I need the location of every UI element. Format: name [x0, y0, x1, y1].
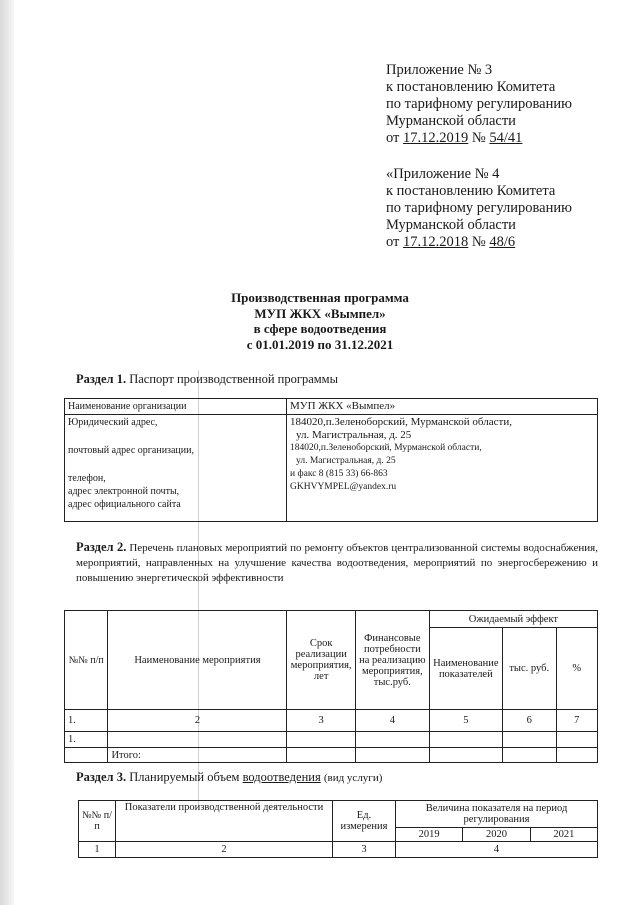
appendix-date-line: от 17.12.2018 № 48/6: [386, 234, 516, 250]
appendix-line: по тарифному регулированию: [386, 96, 572, 112]
table-row: Итого:: [65, 748, 598, 763]
appendix-line: по тарифному регулированию: [386, 200, 572, 216]
appendix-number: 48/6: [489, 234, 516, 250]
measures-table: [64, 610, 598, 763]
appendix-number: 54/41: [489, 130, 523, 146]
section-1-heading: Раздел 1. Паспорт производственной программы: [76, 372, 338, 386]
email-value: GKHVYMPEL@yandex.ru: [290, 482, 397, 492]
table-row: Наименование показателей тыс. руб. %: [65, 628, 598, 710]
table-row: 1. 2 3 4 5 6 7: [65, 710, 598, 732]
appendix-date-line: от 17.12.2019 № 54/41: [386, 130, 523, 146]
document-title: Производственная программа МУП ЖКХ «Вымпел» в сфере водоотведения с 01.01.2019 по 31.12.2021: [231, 290, 409, 352]
appendix-line: к постановлению Комитета: [386, 79, 556, 95]
appendix-date: 17.12.2018: [403, 234, 469, 250]
section-3-heading: Раздел 3. Планируемый объем водоотведения (вид услуги): [76, 770, 383, 784]
appendix-line: к постановлению Комитета: [386, 183, 556, 199]
appendix-line: Мурманской области: [386, 217, 516, 233]
appendix-date: 17.12.2019: [403, 130, 469, 146]
table-row: Юридический адрес, почтовый адрес организации, телефон, адрес электронной почты, адрес официального сайта 184020,п.Зеленоборский, Мурманской области, ул. Магистральная, д. 25 184020,п.Зеленоборский, Мурманской области, ул. Магистральная, д. 25 и факс 8 (815 33) 66-863 GKHVYMPEL@yandex.ru: [65, 415, 598, 522]
table-row: №№ п/п Показатели производственной деятельности Ед. измерения Величина показателя на период регулирования: [79, 801, 598, 828]
appendix-4-block: [386, 166, 572, 251]
table-row: 1 2 3 4: [79, 842, 598, 858]
section-2-heading: Раздел 2. Перечень плановых мероприятий по ремонту объектов централизованной системы водоснабжения, мероприятий, направленных на улучшение качества водоотведения, мероприятий по энергосбережению и повышению энергетической эффективности: [76, 540, 598, 584]
table-row: Наименование организации МУП ЖКХ «Вымпел»: [65, 399, 598, 415]
appendix-line: «Приложение № 4: [386, 166, 500, 182]
appendix-line: Мурманской области: [386, 113, 516, 129]
scan-edge: [0, 0, 14, 905]
appendix-3-block: [386, 62, 572, 147]
table-row: 2019 2020 2021: [79, 828, 598, 842]
table-row: 1.: [65, 732, 598, 748]
passport-table: [64, 398, 598, 522]
table-row: №№ п/п Наименование мероприятия Срок реализации мероприятия, лет Финансовые потребности на реализацию мероприятия, тыс.руб. Ожидаемый эффект: [65, 611, 598, 628]
appendix-line: Приложение № 3: [386, 62, 493, 78]
volume-table: [78, 800, 598, 858]
